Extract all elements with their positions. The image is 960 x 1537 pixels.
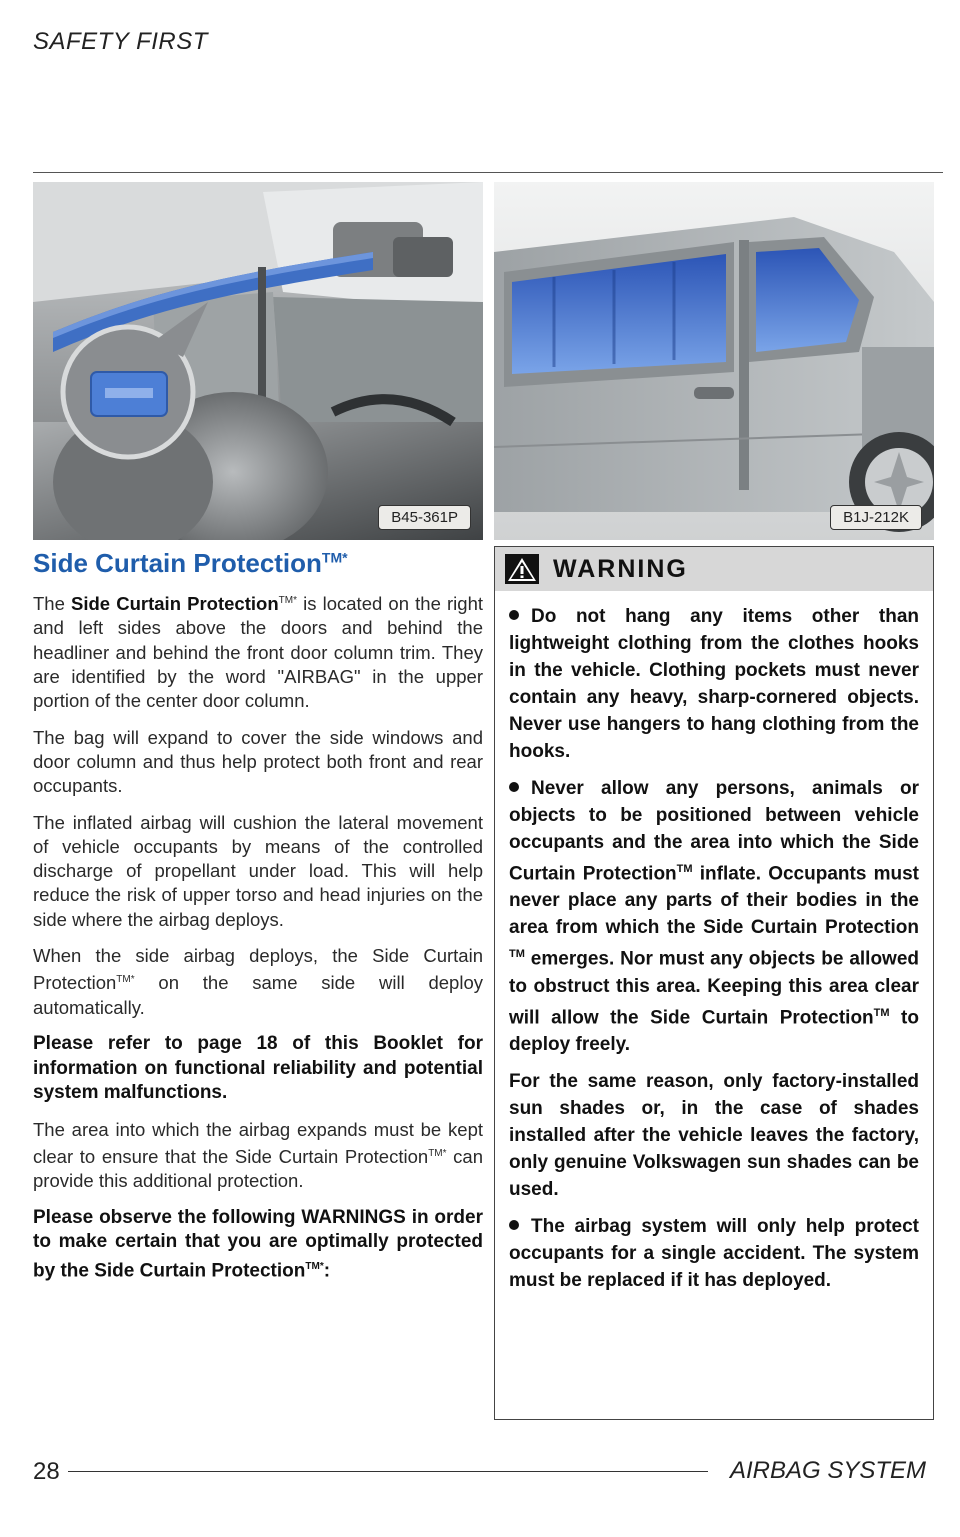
warning-box [494, 546, 934, 1420]
bullet-icon [509, 782, 519, 792]
photo-code-label: B1J-212K [830, 505, 922, 530]
page-number: 28 [33, 1458, 60, 1485]
section-heading: Side Curtain Protection$^{TM*}$ [33, 548, 348, 578]
interior-illustration [33, 182, 483, 540]
main-text-column [33, 548, 483, 1295]
photo-code-label: B45-361P [378, 505, 471, 530]
paragraph-clear-area: The area into which the airbag expands must be kept clear to ensure that the Side Curtain Protection$^{TM*}$ can provide this additional protection. [33, 1118, 484, 1192]
footer-section-title: AIRBAG SYSTEM [730, 1457, 927, 1484]
bullet-icon [509, 610, 519, 620]
warning-item-sunshades: For the same reason, only factory-installed sun shades or, in the case of shades installed after the vehicle leaves the factory, only genuine Volkswagen sun shades can be used. [509, 1070, 919, 1200]
header-rule [33, 172, 943, 173]
paragraph-refer: Please refer to page 18 of this Booklet for information on functional reliability and potential system malfunctions. [33, 1033, 483, 1104]
exterior-illustration [494, 182, 934, 540]
paragraph-observe: Please observe the following WARNINGS in order to make certain that you are optimally protected by the Side Curtain Protection$^{TM*}$: [33, 1206, 483, 1281]
warning-triangle-icon [505, 554, 539, 584]
paragraph-coverage: The bag will expand to cover the side windows and door column and thus help protect both front and rear occupants. [33, 726, 483, 797]
warning-body [495, 591, 933, 1294]
warning-item-obstruct: Never allow any persons, animals or objects to be positioned between vehicle occupants and the area into which the Side Curtain Protection™ inflate. Occupants must never place any parts of their bodies in the area from which the Side Curtain Protection ™ emerges. Nor must any objects be allowed to obstruct this area. Keeping this area clear will allow the Side Curtain Protection™ to deploy freely. [509, 778, 920, 1055]
interior-airbag-photo [33, 182, 483, 540]
paragraph-cushion: The inflated airbag will cushion the lateral movement of vehicle occupants by means of the controlled discharge of propellant under load. This will help reduce the risk of upper torso and head injuries on the side where the airbag deploys. [33, 811, 483, 930]
warning-title: WARNING [553, 554, 688, 583]
warning-item-hooks: Do not hang any items other than lightweight clothing from the clothes hooks in the vehicle. Clothing pockets must never contain any heavy, sharp-cornered objects. Never use hangers to hang clothing from the hooks. [509, 606, 919, 762]
warning-item-single-use: The airbag system will only help protect occupants for a single accident. The system must be replaced if it has deployed. [509, 1215, 919, 1291]
bullet-icon [509, 1220, 519, 1230]
page-header-title: SAFETY FIRST [33, 28, 208, 55]
paragraph-deploy: When the side airbag deploys, the Side Curtain Protection$^{TM*}$ on the same side will deploy automatically. [33, 945, 483, 1018]
warning-header [495, 547, 933, 591]
footer-rule [68, 1471, 708, 1472]
paragraph-location: The Side Curtain Protection$^{TM*}$ is located on the right and left sides above the doors and behind the headliner and behind the front door column trim. They are identified by the word "AIRBAG" in the upper portion of the center door column. [33, 593, 483, 712]
exterior-airbag-photo [494, 182, 934, 540]
